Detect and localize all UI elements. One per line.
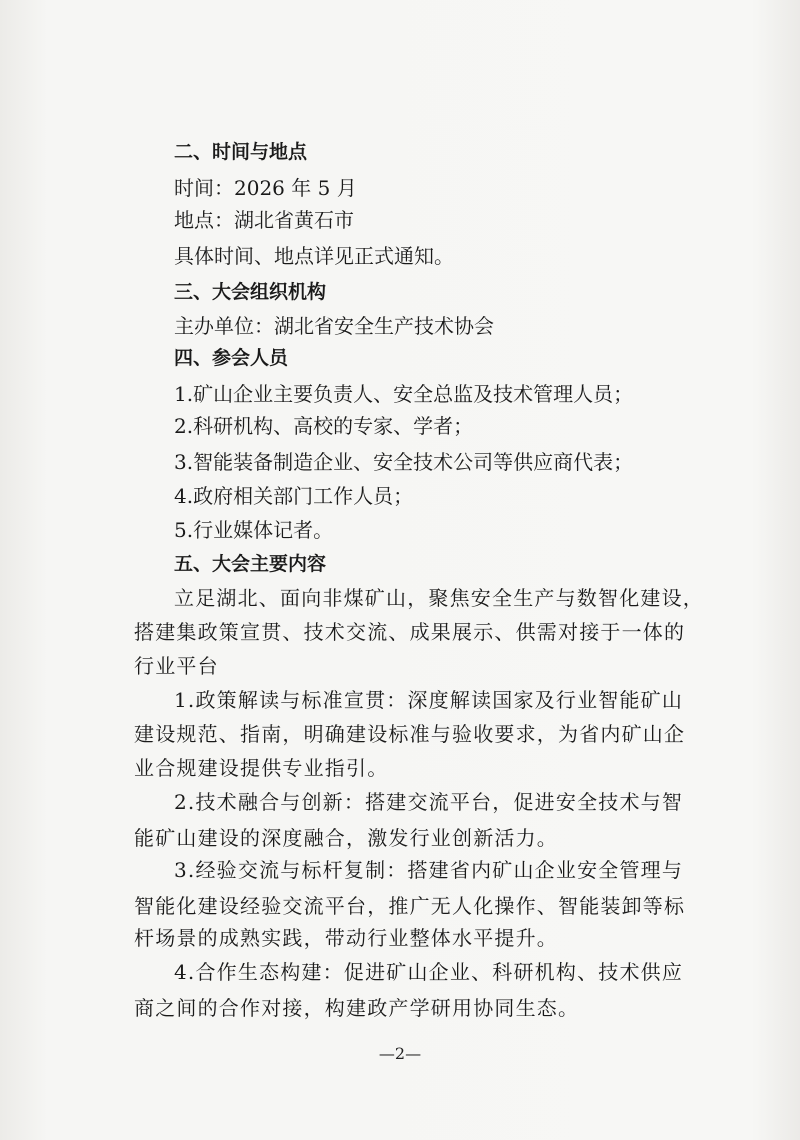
text-line: 商之间的合作对接，构建政产学研用协同生态。 [134,996,580,1020]
text-line: 立足湖北、面向非煤矿山，聚焦安全生产与数智化建设， [174,586,704,610]
text-line: 智能化建设经验交流平台，推广无人化操作、智能装卸等标 [134,894,686,918]
text-line: 时间：2026 年 5 月 [174,176,357,200]
section-heading: 二、时间与地点 [174,141,308,163]
text-line: 4.政府相关部门工作人员； [174,484,414,508]
text-line: 建设规范、指南，明确建设标准与验收要求，为省内矿山企 [134,722,686,746]
text-line: 5.行业媒体记者。 [174,518,334,542]
text-line: 能矿山建设的深度融合，激发行业创新活力。 [134,826,558,850]
text-line: 主办单位：湖北省安全生产技术协会 [174,314,494,338]
text-line: 地点：湖北省黄石市 [174,208,354,232]
section-heading: 四、参会人员 [174,347,289,369]
text-line: 行业平台 [134,654,219,678]
text-line: 业合规建设提供专业指引。 [134,756,389,780]
section-heading: 三、大会组织机构 [174,281,327,303]
text-line: 3.经验交流与标杆复制：搭建省内矿山企业安全管理与 [174,858,684,882]
text-line: 2.技术融合与创新：搭建交流平台，促进安全技术与智 [174,790,684,814]
text-line: 1.矿山企业主要负责人、安全总监及技术管理人员； [174,382,634,406]
text-line: 4.合作生态构建：促进矿山企业、科研机构、技术供应 [174,960,684,984]
text-line: 1.政策解读与标准宣贯：深度解读国家及行业智能矿山 [174,688,684,712]
text-line: 2.科研机构、高校的专家、学者； [174,414,474,438]
text-line: 搭建集政策宣贯、技术交流、成果展示、供需对接于一体的 [134,620,686,644]
text-line: 杆场景的成熟实践，带动行业整体水平提升。 [134,926,558,950]
text-line: 3.智能装备制造企业、安全技术公司等供应商代表； [174,450,634,474]
section-heading: 五、大会主要内容 [174,553,327,575]
page-number: —2— [378,1044,422,1063]
text-line: 具体时间、地点详见正式通知。 [174,244,454,268]
